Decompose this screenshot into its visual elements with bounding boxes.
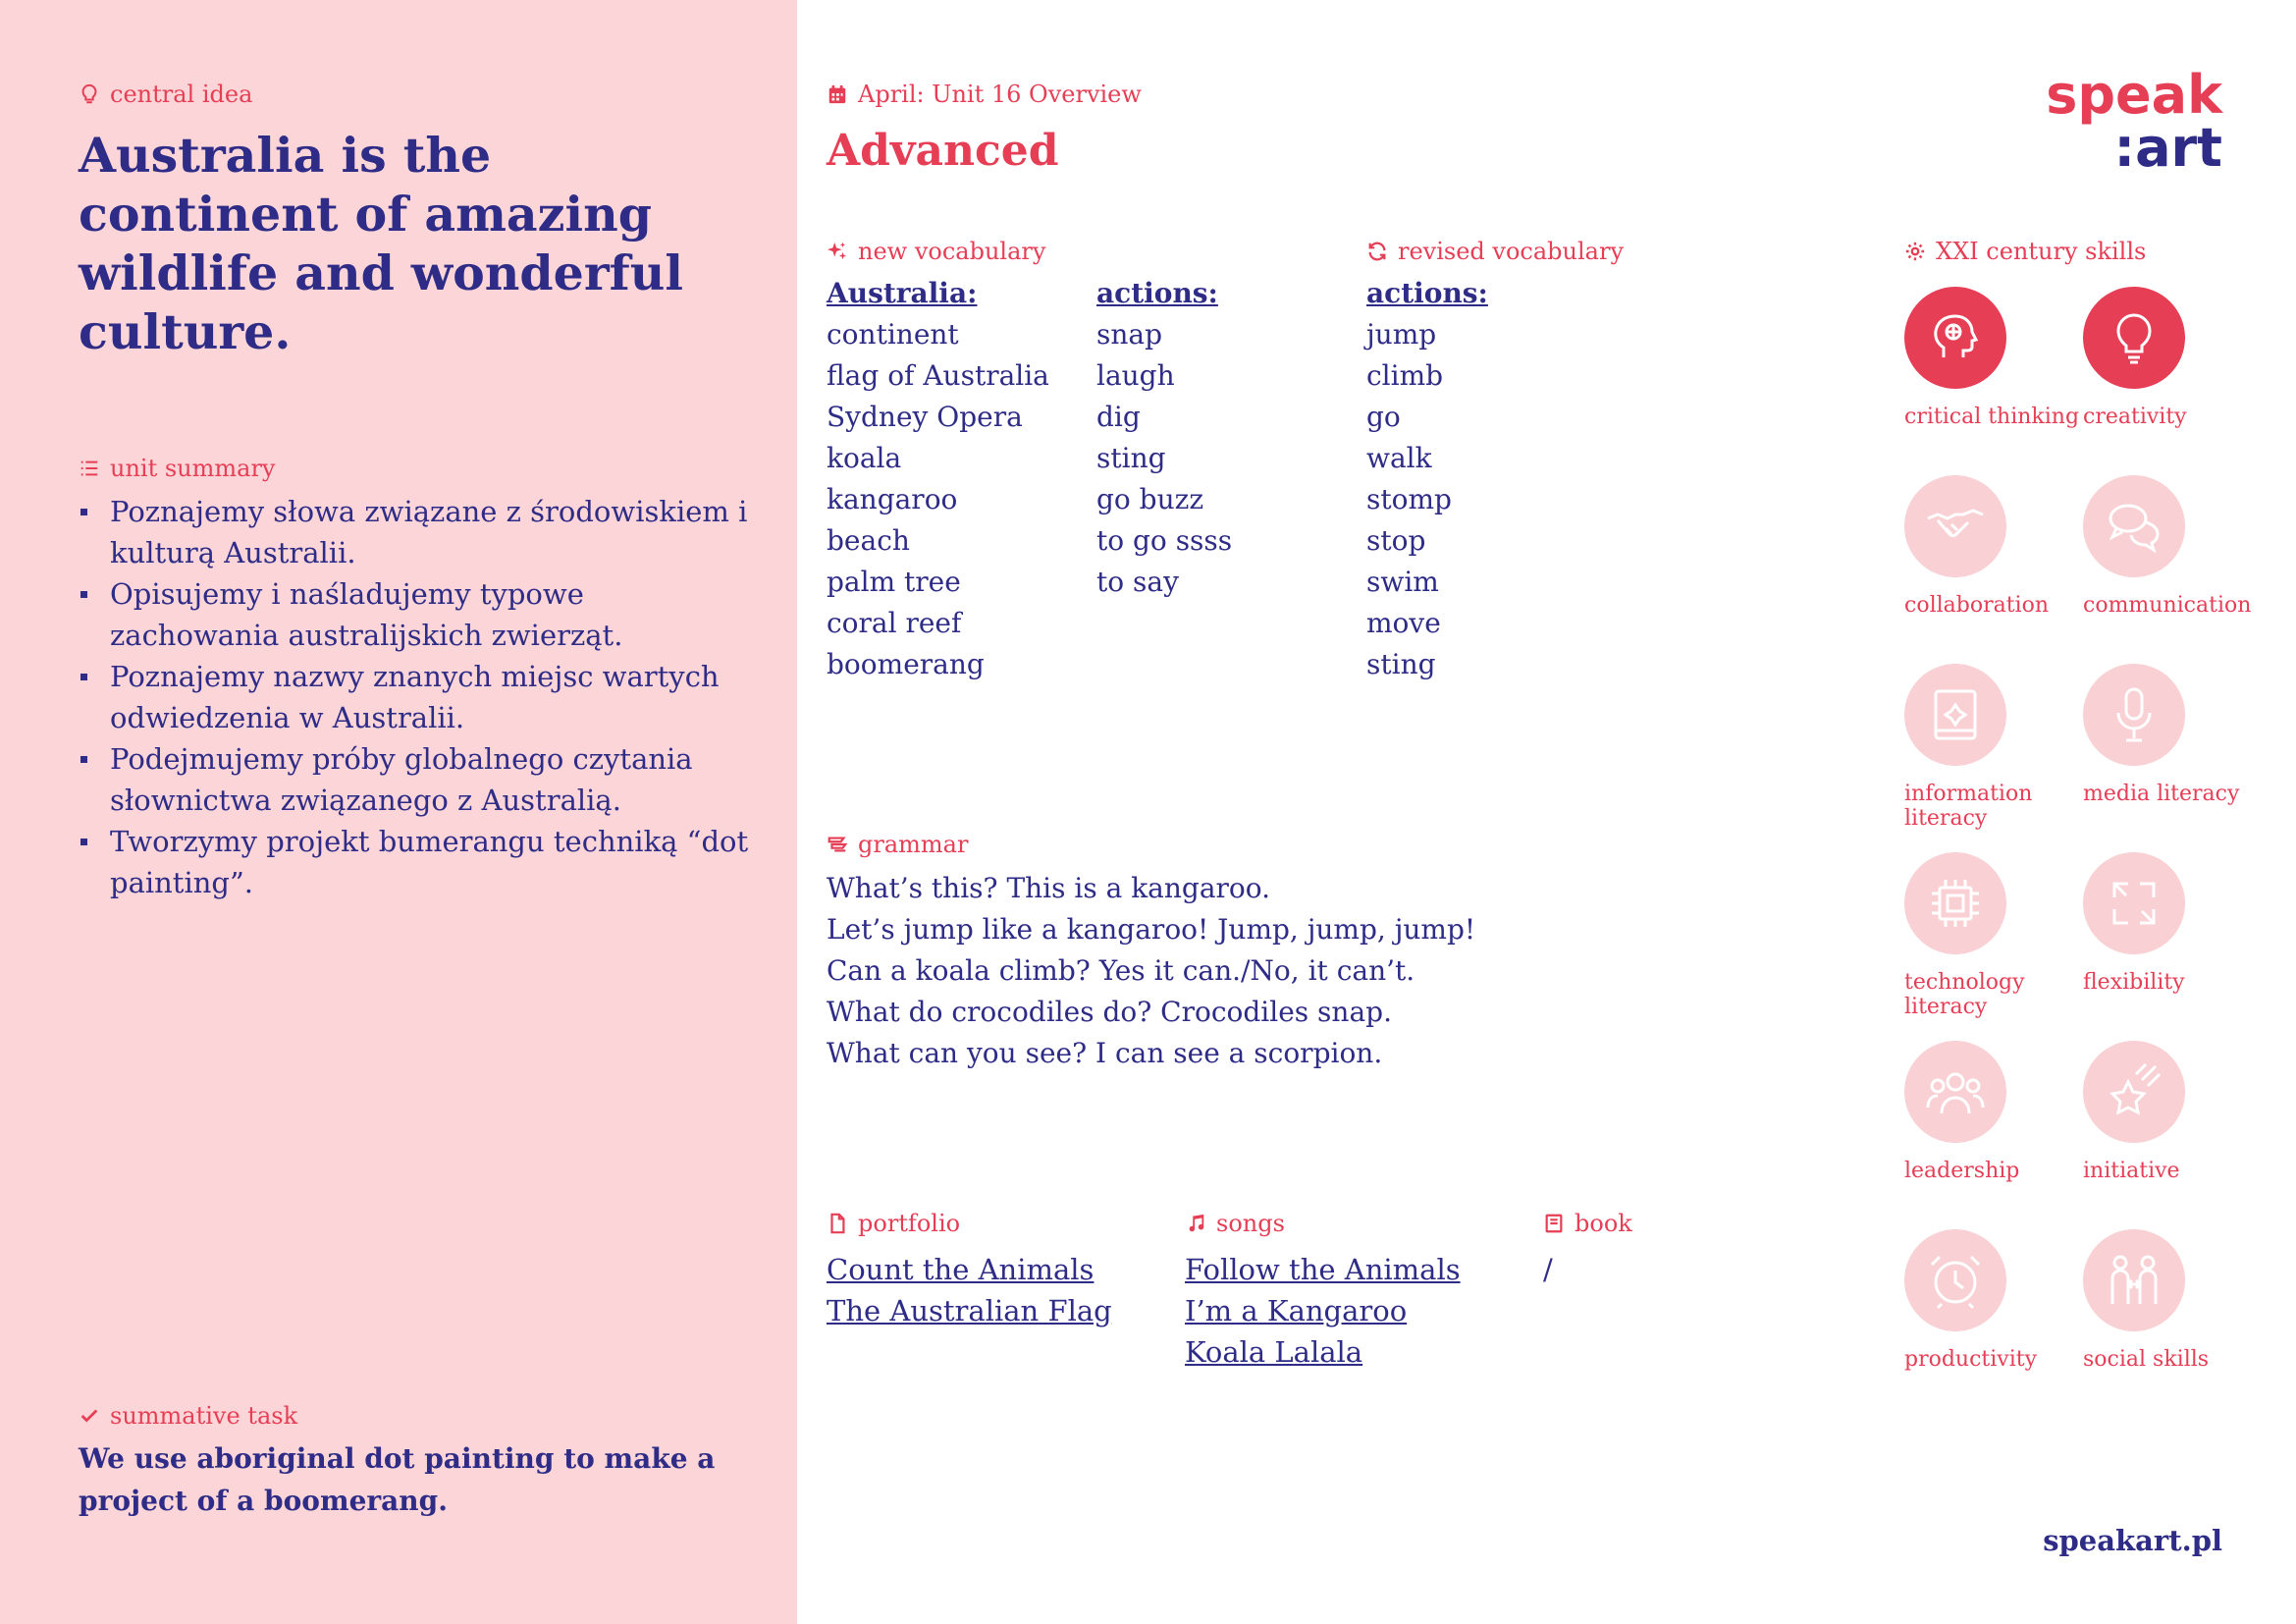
vocab-item: climb	[1366, 359, 1444, 392]
skill-technology-literacy	[1904, 852, 2091, 1019]
website-link[interactable]: speakart.pl	[2043, 1524, 2222, 1557]
vocab-item: flag of Australia	[827, 359, 1049, 392]
grammar-lines	[827, 868, 1475, 1074]
speech-bubbles-icon	[2103, 495, 2165, 558]
alarm-clock-icon	[1924, 1249, 1987, 1312]
book-icon	[1543, 1213, 1565, 1234]
portfolio-header	[827, 1210, 960, 1237]
skill-collaboration	[1904, 475, 2091, 618]
group-icon	[1924, 1060, 1987, 1123]
vocab-item: boomerang	[827, 648, 985, 680]
revised-vocabulary-header	[1366, 238, 1624, 265]
vocab-item: stop	[1366, 524, 1426, 557]
song-link-follow-the-animals[interactable]: Follow the Animals	[1185, 1253, 1461, 1286]
skill-circle	[1904, 1229, 2006, 1331]
list-item: Poznajemy nazwy znanych miejsc wartych odwiedzenia w Australii.	[79, 656, 756, 738]
grammar-header	[827, 831, 968, 858]
skill-productivity	[1904, 1229, 2091, 1372]
vocab-item: dig	[1096, 401, 1141, 433]
vocab-item: to say	[1096, 566, 1179, 598]
unit-summary-header	[79, 455, 276, 482]
column-heading: actions:	[1366, 277, 1488, 309]
vocab-item: continent	[827, 318, 959, 351]
songs-header	[1185, 1210, 1285, 1237]
level-title: Advanced	[827, 126, 1059, 176]
skill-label: creativity	[2083, 405, 2187, 429]
summative-task-label: summative task	[110, 1402, 298, 1430]
skill-initiative	[2083, 1041, 2269, 1183]
grammar-icon	[827, 834, 848, 855]
vocab-item: sting	[1096, 442, 1166, 474]
list-icon	[79, 458, 100, 479]
overview-header	[827, 81, 1142, 108]
skill-critical-thinking	[1904, 287, 2091, 429]
vocab-item: stomp	[1366, 483, 1452, 515]
central-idea-text: Australia is the continent of amazing wildlife and wonderful culture.	[79, 127, 683, 360]
summative-task-header	[79, 1402, 297, 1430]
skill-circle	[1904, 287, 2006, 389]
skill-circle	[2083, 664, 2185, 766]
lightbulb-icon	[79, 83, 100, 105]
unit-summary-list	[79, 491, 756, 903]
new-vocab-column-actions	[1096, 273, 1232, 603]
logo-line1: speak	[2046, 64, 2222, 126]
skill-label: collaboration	[1904, 593, 2050, 618]
chip-icon	[1924, 872, 1987, 935]
portfolio-label: portfolio	[858, 1210, 961, 1237]
skill-circle	[2083, 475, 2185, 577]
list-item: Tworzymy projekt bumerangu techniką “dot painting”.	[79, 821, 756, 903]
new-vocab-column-australia	[827, 273, 1049, 685]
skill-label: initiative	[2083, 1159, 2180, 1183]
skill-information-literacy	[1904, 664, 2091, 831]
skills-label: XXI century skills	[1936, 238, 2147, 265]
skill-label: communication	[2083, 593, 2252, 618]
sparkle-icon	[827, 241, 848, 262]
shooting-star-icon	[2103, 1060, 2165, 1123]
refresh-icon	[1366, 241, 1388, 262]
skill-label: information literacy	[1904, 782, 2033, 831]
skill-social-skills	[2083, 1229, 2269, 1372]
skill-circle	[2083, 287, 2185, 389]
skill-circle	[1904, 852, 2006, 954]
skill-communication	[2083, 475, 2269, 618]
logo-line2: :art	[2113, 117, 2222, 179]
grammar-label: grammar	[858, 831, 969, 858]
vocab-item: koala	[827, 442, 902, 474]
portfolio-link-count-animals[interactable]: Count the Animals	[827, 1253, 1095, 1286]
new-vocabulary-label: new vocabulary	[858, 238, 1046, 265]
grammar-line: What’s this? This is a kangaroo.	[827, 872, 1271, 904]
portfolio-link-australian-flag[interactable]: The Australian Flag	[827, 1294, 1112, 1327]
column-heading: actions:	[1096, 277, 1218, 309]
people-icon	[2103, 1249, 2165, 1312]
brain-head-icon	[1924, 306, 1987, 369]
skill-circle	[2083, 1041, 2185, 1143]
checkmark-icon	[79, 1405, 100, 1427]
list-item: Podejmujemy próby globalnego czytania słownictwa związanego z Australią.	[79, 738, 756, 821]
skill-circle	[1904, 1041, 2006, 1143]
vocab-item: swim	[1366, 566, 1439, 598]
speakart-logo	[2046, 64, 2222, 179]
skill-leadership	[1904, 1041, 2091, 1183]
grammar-line: What do crocodiles do? Crocodiles snap.	[827, 996, 1392, 1028]
skill-circle	[2083, 852, 2185, 954]
book-content	[1543, 1249, 1553, 1290]
vocab-item: kangaroo	[827, 483, 958, 515]
vocab-item: go	[1366, 401, 1401, 433]
vocab-item: jump	[1366, 318, 1437, 351]
skill-flexibility	[2083, 852, 2269, 995]
songs-links	[1185, 1249, 1461, 1373]
list-item: Opisujemy i naśladujemy typowe zachowania australijskich zwierząt.	[79, 573, 756, 656]
vocab-item: snap	[1096, 318, 1163, 351]
skill-label: flexibility	[2083, 970, 2185, 995]
music-note-icon	[1185, 1213, 1206, 1234]
unit-summary-label: unit summary	[110, 455, 276, 482]
central-idea-label: central idea	[110, 81, 253, 108]
grammar-line: What can you see? I can see a scorpion.	[827, 1037, 1383, 1069]
skill-circle	[1904, 475, 2006, 577]
skills-header	[1904, 238, 2146, 265]
book-header	[1543, 1210, 1632, 1237]
summative-task-text: We use aboriginal dot painting to make a project of a boomerang.	[79, 1442, 716, 1517]
portfolio-links	[827, 1249, 1112, 1331]
skill-label: technology literacy	[1904, 970, 2025, 1019]
skill-label: productivity	[1904, 1347, 2038, 1372]
vocab-item: coral reef	[827, 607, 962, 639]
overview-date-label: April: Unit 16 Overview	[858, 81, 1142, 108]
vocab-item: go buzz	[1096, 483, 1204, 515]
column-heading: Australia:	[827, 277, 978, 309]
skill-media-literacy	[2083, 664, 2269, 806]
gear-icon	[1904, 241, 1926, 262]
vocab-item: sting	[1366, 648, 1436, 680]
list-item: Poznajemy słowa związane z środowiskiem i kulturą Australii.	[79, 491, 756, 573]
skill-circle	[2083, 1229, 2185, 1331]
skill-label: critical thinking	[1904, 405, 2080, 429]
vocab-item: move	[1366, 607, 1441, 639]
new-vocabulary-header	[827, 238, 1045, 265]
vocab-item: laugh	[1096, 359, 1175, 392]
central-idea-header	[79, 81, 252, 108]
songs-label: songs	[1216, 1210, 1285, 1237]
revised-vocabulary-label: revised vocabulary	[1398, 238, 1625, 265]
book-icon	[1924, 683, 1987, 746]
revised-vocab-column	[1366, 273, 1488, 685]
grammar-line: Let’s jump like a kangaroo! Jump, jump, jump!	[827, 913, 1476, 946]
book-value: /	[1543, 1253, 1553, 1286]
skill-label: media literacy	[2083, 782, 2240, 806]
arrows-icon	[2103, 872, 2165, 935]
microphone-icon	[2103, 683, 2165, 746]
skill-label: social skills	[2083, 1347, 2210, 1372]
skill-circle	[1904, 664, 2006, 766]
song-link-im-a-kangaroo[interactable]: I’m a Kangaroo	[1185, 1294, 1408, 1327]
vocab-item: palm tree	[827, 566, 961, 598]
song-link-koala-lalala[interactable]: Koala Lalala	[1185, 1335, 1363, 1369]
vocab-item: Sydney Opera	[827, 401, 1023, 433]
book-label: book	[1575, 1210, 1632, 1237]
skill-creativity	[2083, 287, 2269, 429]
vocab-item: to go ssss	[1096, 524, 1233, 557]
calendar-icon	[827, 83, 848, 105]
handshake-icon	[1924, 495, 1987, 558]
skill-label: leadership	[1904, 1159, 2020, 1183]
vocab-item: walk	[1366, 442, 1432, 474]
vocab-item: beach	[827, 524, 910, 557]
lightbulb-icon	[2103, 306, 2165, 369]
document-icon	[827, 1213, 848, 1234]
grammar-line: Can a koala climb? Yes it can./No, it can’t.	[827, 954, 1415, 987]
